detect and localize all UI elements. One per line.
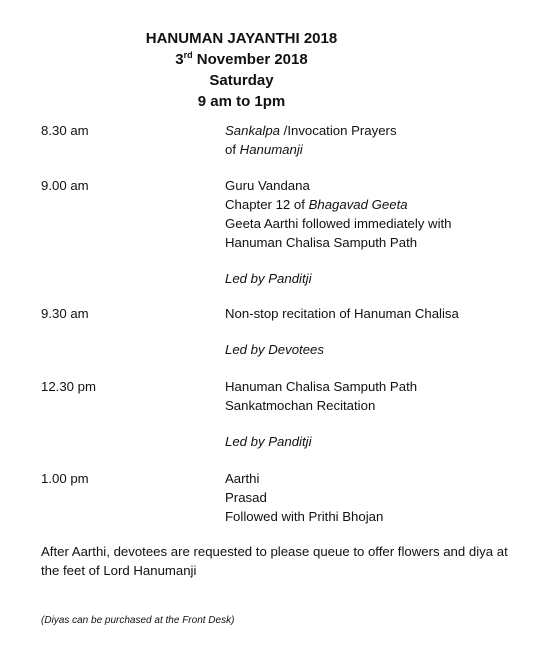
event-header bbox=[0, 28, 483, 112]
schedule-line-text: /Invocation Prayers bbox=[280, 123, 397, 138]
schedule-line-emphasis: Hanumanji bbox=[239, 142, 303, 157]
schedule-line: Followed with Prithi Bhojan bbox=[225, 509, 384, 524]
closing-note: After Aarthi, devotees are requested to please queue to offer flowers and diya at the feet of Lord Hanumanji bbox=[41, 544, 508, 578]
schedule-line-text: Chapter 12 of bbox=[225, 197, 309, 212]
schedule-details bbox=[225, 377, 525, 451]
schedule-line-emphasis: Sankalpa bbox=[225, 123, 280, 138]
event-date-rest: November 2018 bbox=[192, 51, 308, 68]
schedule-line: Aarthi bbox=[225, 471, 260, 486]
schedule-details bbox=[225, 469, 525, 526]
schedule-line: Hanuman Chalisa Samputh Path bbox=[225, 379, 418, 394]
event-date bbox=[0, 49, 483, 70]
schedule-led-by: Led by Devotees bbox=[225, 342, 324, 357]
schedule-details bbox=[225, 176, 525, 288]
schedule-time: 12.30 pm bbox=[41, 379, 96, 394]
schedule-spacer bbox=[225, 323, 525, 340]
event-date-suffix: rd bbox=[183, 50, 193, 60]
schedule-time: 8.30 am bbox=[41, 123, 89, 138]
schedule-line-text: of bbox=[225, 142, 240, 157]
schedule-spacer bbox=[225, 252, 525, 269]
event-date-day: 3 bbox=[175, 51, 184, 68]
schedule-line: Hanuman Chalisa Samputh Path bbox=[225, 235, 418, 250]
event-title: HANUMAN JAYANTHI 2018 bbox=[145, 30, 338, 47]
schedule-details bbox=[225, 121, 525, 159]
schedule-spacer bbox=[225, 415, 525, 432]
schedule-details bbox=[225, 304, 525, 359]
schedule-line bbox=[225, 121, 525, 140]
event-weekday: Saturday bbox=[209, 72, 274, 89]
schedule-time: 1.00 pm bbox=[41, 471, 89, 486]
schedule-time: 9.30 am bbox=[41, 306, 89, 321]
schedule-time: 9.00 am bbox=[41, 178, 89, 193]
schedule-line bbox=[225, 140, 525, 159]
schedule-led-by: Led by Panditji bbox=[225, 434, 312, 449]
footnote: (Diyas can be purchased at the Front Desk) bbox=[41, 615, 235, 626]
schedule-led-by: Led by Panditji bbox=[225, 271, 312, 286]
schedule-line: Guru Vandana bbox=[225, 178, 310, 193]
schedule-line bbox=[225, 195, 525, 214]
schedule-line: Non-stop recitation of Hanuman Chalisa bbox=[225, 306, 459, 321]
schedule-line: Prasad bbox=[225, 490, 267, 505]
schedule-line-emphasis: Bhagavad Geeta bbox=[308, 197, 408, 212]
schedule-line: Geeta Aarthi followed immediately with bbox=[225, 216, 452, 231]
schedule-line: Sankatmochan Recitation bbox=[225, 398, 376, 413]
event-hours: 9 am to 1pm bbox=[197, 93, 286, 110]
